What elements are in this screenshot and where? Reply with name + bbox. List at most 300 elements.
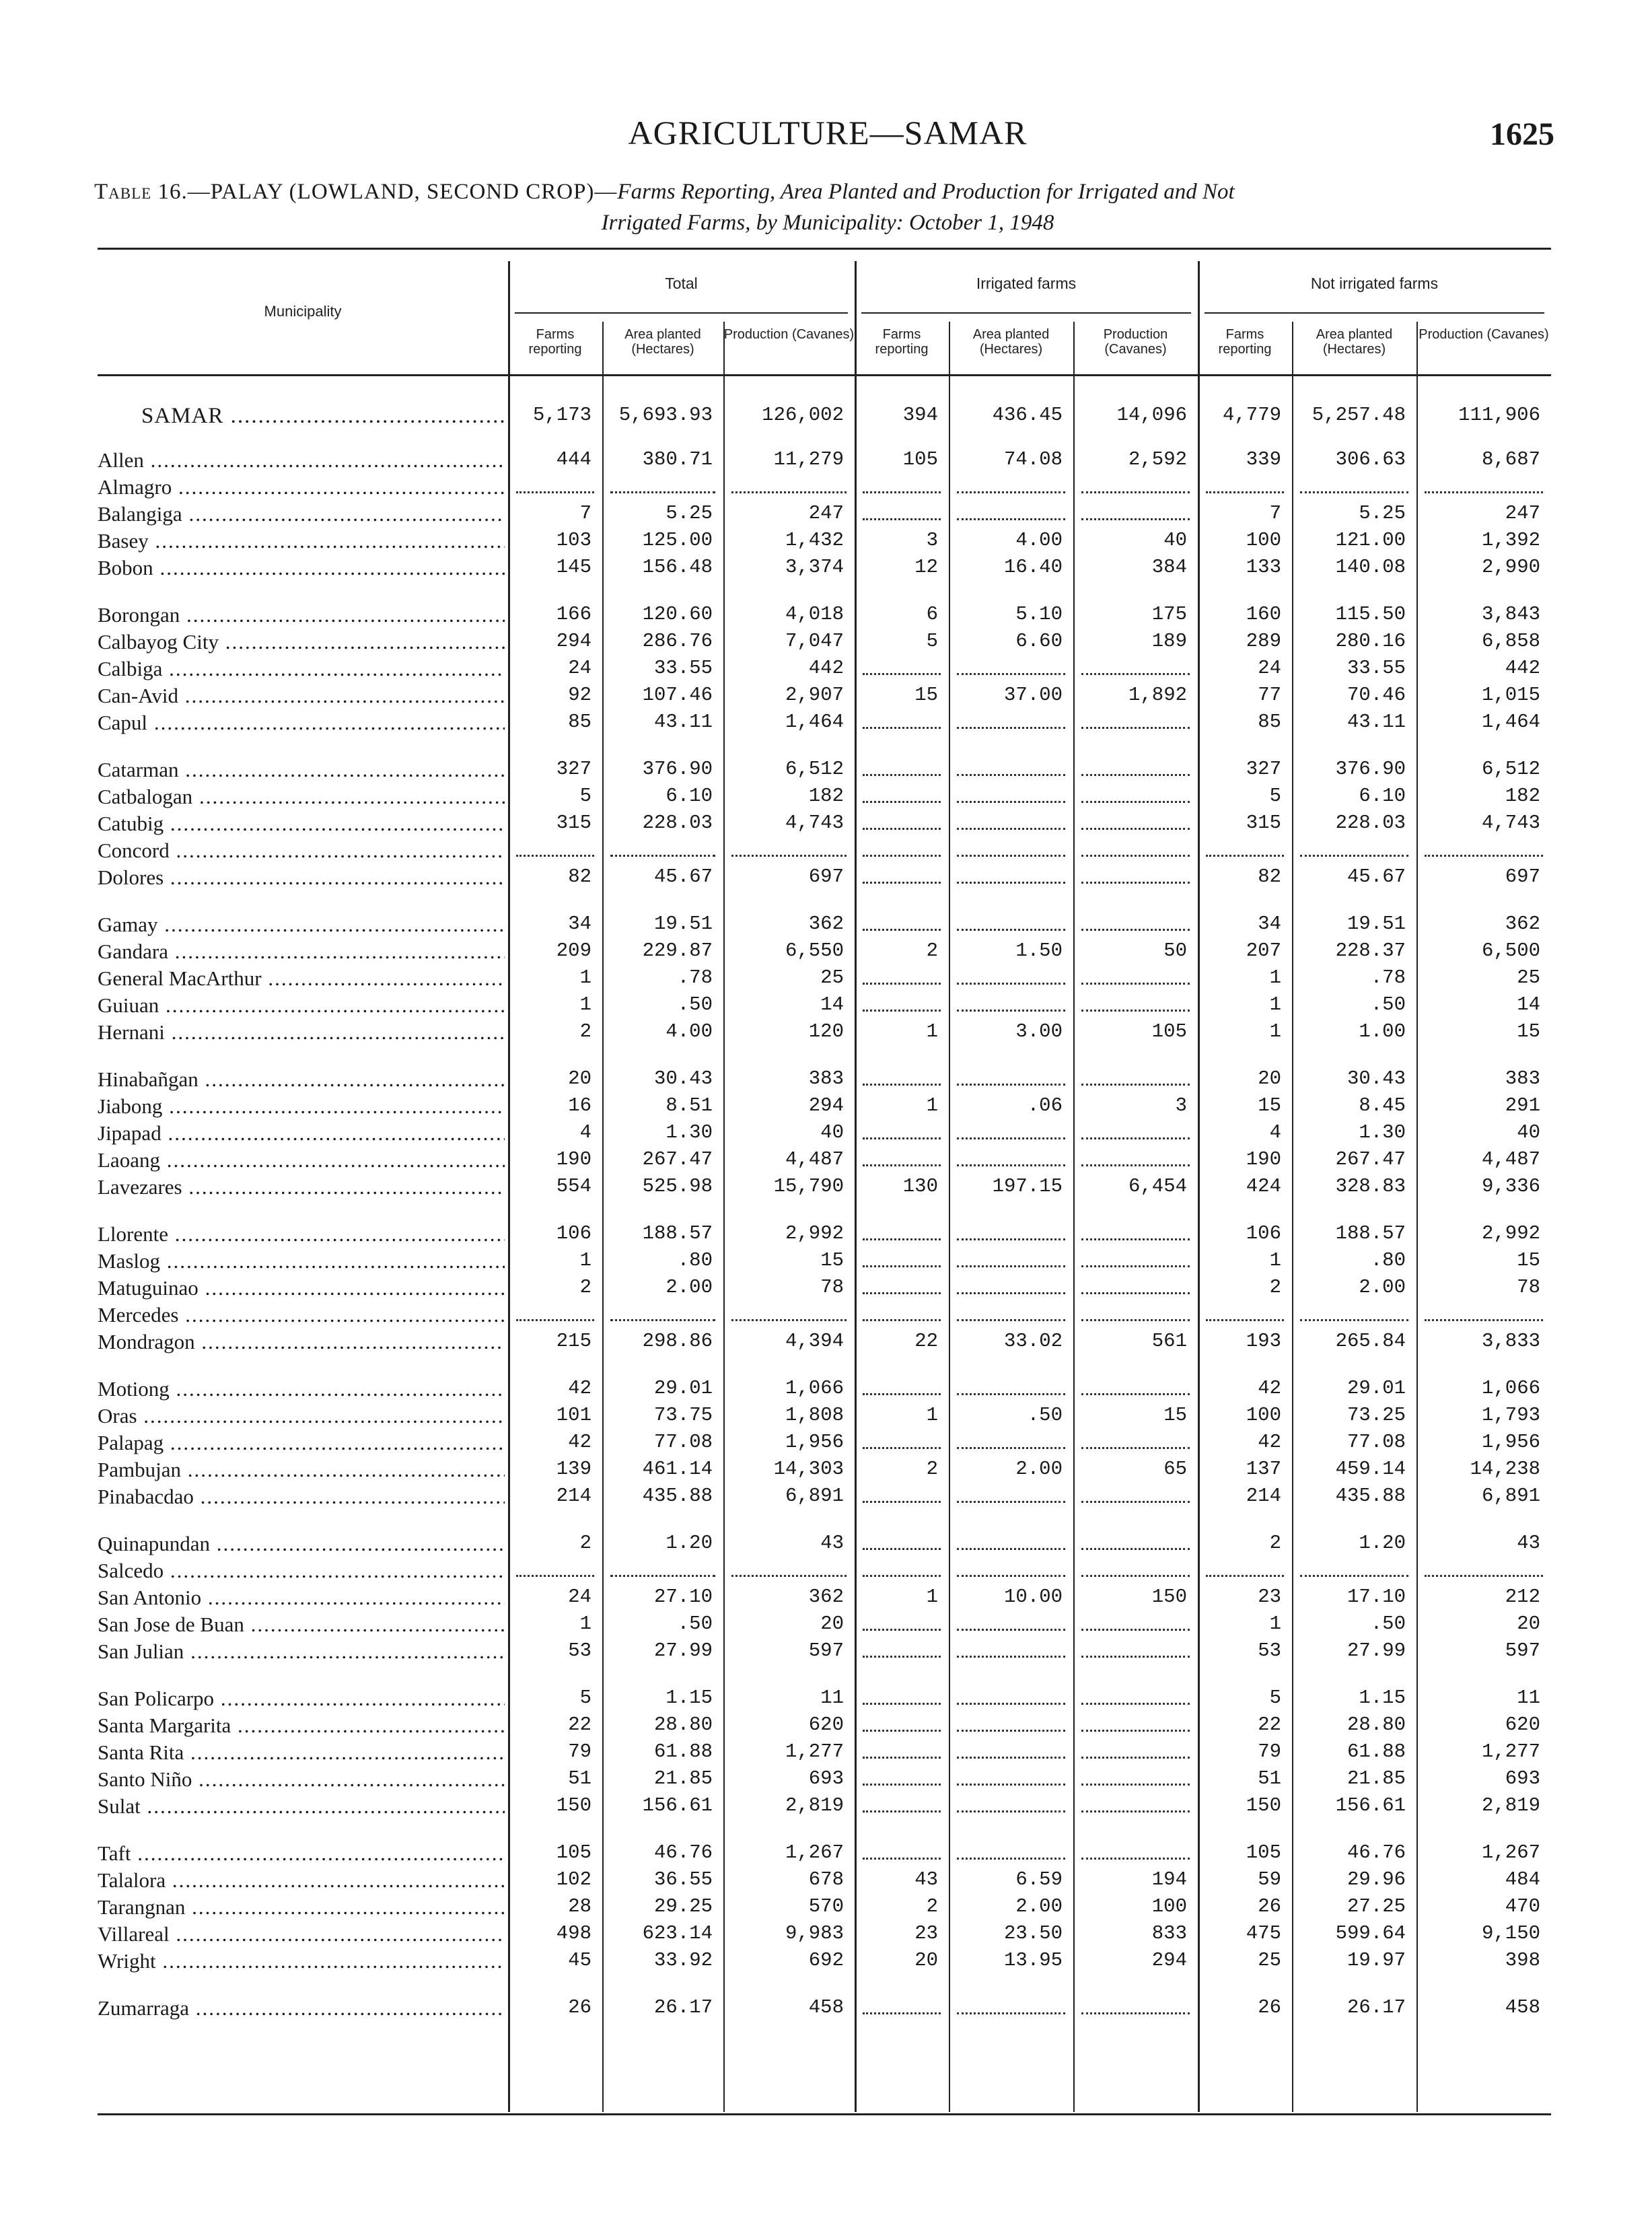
- cell-n-farms: 315: [1246, 812, 1281, 834]
- cell-n-prod: 1,464: [1481, 711, 1540, 733]
- cell-t-area: 1.30: [666, 1121, 713, 1143]
- empty-cell-leader: [863, 1858, 941, 1860]
- cell-n-prod: 8,687: [1481, 448, 1540, 470]
- cell-n-farms: 79: [1258, 1740, 1281, 1763]
- cell-t-farms: 79: [568, 1740, 591, 1763]
- cell-n-prod: 620: [1505, 1714, 1540, 1736]
- cell-t-farms: 2: [579, 1276, 591, 1298]
- cell-t-area: 1.15: [666, 1687, 713, 1709]
- cell-n-area: 27.25: [1346, 1895, 1406, 1917]
- cell-t-area: 5,693.93: [618, 404, 713, 426]
- cell-t-prod: 7,047: [785, 630, 844, 652]
- cell-i-area: 6.60: [1015, 630, 1063, 652]
- cell-n-area: 17.10: [1346, 1586, 1406, 1608]
- caption-line-2: [94, 207, 1561, 238]
- cell-n-area: 77.08: [1346, 1431, 1406, 1453]
- cell-t-farms: 4: [579, 1121, 591, 1143]
- municipality-header: Municipality: [264, 303, 342, 320]
- cell-t-area: 26.17: [653, 1996, 713, 2018]
- cell-n-farms: 190: [1246, 1148, 1281, 1170]
- empty-cell-leader: [1081, 1292, 1190, 1294]
- cell-n-farms: 2: [1269, 1532, 1281, 1554]
- cell-t-prod: 697: [808, 866, 844, 888]
- municipality-name: Sulat .....: [98, 1794, 505, 1819]
- cell-t-area: .50: [677, 993, 713, 1016]
- cell-t-prod: 11,279: [773, 448, 844, 470]
- cell-t-area: 5.25: [666, 502, 713, 524]
- empty-cell-leader: [1081, 1575, 1190, 1577]
- cell-n-prod: 78: [1517, 1276, 1540, 1298]
- cell-n-farms: 59: [1258, 1868, 1281, 1891]
- cell-t-area: 8.51: [666, 1094, 713, 1117]
- cell-n-farms: 25: [1258, 1949, 1281, 1971]
- cell-t-prod: 442: [808, 657, 844, 679]
- municipality-name: Matuguinao .....: [98, 1276, 505, 1300]
- empty-cell-leader: [1081, 1319, 1190, 1321]
- cell-t-area: 77.08: [653, 1431, 713, 1453]
- empty-cell-leader: [610, 855, 715, 857]
- cell-i-farms: 105: [902, 448, 938, 470]
- subheader-not-irrigated-production: Production (Cavanes): [1418, 327, 1549, 342]
- cell-t-area: 29.25: [653, 1895, 713, 1917]
- empty-cell-leader: [957, 1501, 1065, 1503]
- table-row: [98, 1020, 1551, 1047]
- cell-n-prod: 2,819: [1481, 1794, 1540, 1817]
- municipality-name: Santa Rita .....: [98, 1740, 505, 1765]
- cell-n-prod: 40: [1517, 1121, 1540, 1143]
- empty-cell-leader: [1081, 828, 1190, 830]
- cell-t-area: 120.60: [642, 603, 713, 625]
- cell-t-farms: 315: [556, 812, 591, 834]
- empty-cell-leader: [863, 828, 941, 830]
- empty-cell-leader: [1425, 1575, 1543, 1577]
- table-row: [98, 1121, 1551, 1148]
- cell-n-farms: 475: [1246, 1922, 1281, 1944]
- cell-t-farms: 26: [568, 1996, 591, 2018]
- cell-t-prod: 4,487: [785, 1148, 844, 1170]
- table-row: [98, 1249, 1551, 1276]
- cell-t-farms: 1: [579, 966, 591, 989]
- cell-t-prod: 4,394: [785, 1330, 844, 1352]
- empty-cell-leader: [1425, 855, 1543, 857]
- cell-t-farms: 85: [568, 711, 591, 733]
- municipality-name: Maslog .....: [98, 1249, 505, 1273]
- cell-t-area: 125.00: [642, 529, 713, 551]
- cell-n-farms: 424: [1246, 1175, 1281, 1197]
- cell-n-farms: 51: [1258, 1767, 1281, 1790]
- municipality-name: Pambujan .....: [98, 1458, 505, 1482]
- empty-cell-leader: [863, 1137, 941, 1139]
- municipality-name: Palapag .....: [98, 1431, 505, 1455]
- cell-i-prod: 175: [1151, 603, 1187, 625]
- table-row: [98, 1613, 1551, 1640]
- cell-n-area: 121.00: [1335, 529, 1406, 551]
- cell-n-farms: 207: [1246, 940, 1281, 962]
- table-row: [98, 1714, 1551, 1740]
- empty-cell-leader: [1081, 727, 1190, 729]
- cell-i-farms: 15: [914, 684, 938, 706]
- cell-i-area: 10.00: [1003, 1586, 1063, 1608]
- group-rule-total: [515, 312, 848, 314]
- cell-n-farms: 26: [1258, 1895, 1281, 1917]
- empty-cell-leader: [957, 1137, 1065, 1139]
- cell-n-prod: 25: [1517, 966, 1540, 989]
- cell-n-prod: 458: [1505, 1996, 1540, 2018]
- cell-t-prod: 120: [808, 1020, 844, 1043]
- table-row: [98, 1175, 1551, 1202]
- empty-cell-leader: [863, 855, 941, 857]
- group-header-total: Total: [665, 275, 698, 292]
- cell-n-farms: 82: [1258, 866, 1281, 888]
- empty-cell-leader: [957, 801, 1065, 803]
- empty-cell-leader: [957, 727, 1065, 729]
- cell-t-farms: 215: [556, 1330, 591, 1352]
- cell-t-prod: 362: [808, 1586, 844, 1608]
- table-row: [98, 1303, 1551, 1330]
- cell-t-prod: 1,277: [785, 1740, 844, 1763]
- cell-n-prod: 1,392: [1481, 529, 1540, 551]
- cell-i-prod: 2,592: [1128, 448, 1187, 470]
- cell-n-area: 19.51: [1346, 913, 1406, 935]
- cell-t-area: 2.00: [666, 1276, 713, 1298]
- empty-cell-leader: [957, 1784, 1065, 1786]
- empty-cell-leader: [1081, 1084, 1190, 1086]
- table-row: [98, 1222, 1551, 1249]
- municipality-name: San Julian .....: [98, 1640, 505, 1664]
- municipality-name: Calbayog City .....: [98, 630, 505, 654]
- cell-n-farms: 1: [1269, 1613, 1281, 1635]
- empty-cell-leader: [957, 1575, 1065, 1577]
- cell-i-area: 3.00: [1015, 1020, 1063, 1043]
- cell-t-farms: 101: [556, 1404, 591, 1426]
- cell-i-area: 436.45: [992, 404, 1063, 426]
- cell-n-prod: 2,990: [1481, 556, 1540, 578]
- page-header: [101, 108, 1554, 162]
- caption-line-1: [94, 176, 1561, 207]
- empty-cell-leader: [1081, 1393, 1190, 1395]
- cell-i-area: 16.40: [1003, 556, 1063, 578]
- cell-t-prod: 247: [808, 502, 844, 524]
- empty-cell-leader: [1081, 1137, 1190, 1139]
- municipality-name: Villareal .....: [98, 1922, 505, 1946]
- empty-cell-leader: [1081, 774, 1190, 776]
- cell-t-prod: 43: [820, 1532, 844, 1554]
- empty-cell-leader: [863, 1447, 941, 1449]
- cell-t-prod: 6,512: [785, 758, 844, 780]
- cell-i-area: 37.00: [1003, 684, 1063, 706]
- table-row: [98, 1330, 1551, 1357]
- table-row: [98, 529, 1551, 556]
- municipality-name: Hinabañgan .....: [98, 1067, 505, 1092]
- cell-t-prod: 6,891: [785, 1485, 844, 1507]
- table-row: [98, 1794, 1551, 1821]
- cell-n-prod: 484: [1505, 1868, 1540, 1891]
- cell-n-farms: 4,779: [1222, 404, 1281, 426]
- municipality-name: Gamay .....: [98, 913, 505, 937]
- cell-n-area: .50: [1370, 993, 1406, 1016]
- table-row: [98, 1922, 1551, 1949]
- municipality-name: Salcedo .....: [98, 1559, 505, 1583]
- group-rule-not-irrigated: [1205, 312, 1544, 314]
- empty-cell-leader: [1081, 673, 1190, 675]
- cell-t-prod: 458: [808, 1996, 844, 2018]
- cell-n-farms: 106: [1246, 1222, 1281, 1244]
- cell-n-prod: 14: [1517, 993, 1540, 1016]
- cell-n-area: 21.85: [1346, 1767, 1406, 1790]
- municipality-name: Santo Niño .....: [98, 1767, 505, 1792]
- cell-n-area: 280.16: [1335, 630, 1406, 652]
- cell-n-prod: 15: [1517, 1020, 1540, 1043]
- cell-n-prod: 1,066: [1481, 1377, 1540, 1399]
- cell-t-farms: 105: [556, 1841, 591, 1864]
- cell-n-farms: 5: [1269, 785, 1281, 807]
- cell-i-farms: 23: [914, 1922, 938, 1944]
- cell-i-area: 13.95: [1003, 1949, 1063, 1971]
- empty-cell-leader: [1300, 1575, 1408, 1577]
- cell-t-farms: 139: [556, 1458, 591, 1480]
- table-row: [98, 475, 1551, 502]
- cell-n-farms: 4: [1269, 1121, 1281, 1143]
- table-row: [98, 1996, 1551, 2023]
- cell-i-farms: 43: [914, 1868, 938, 1891]
- cell-n-prod: 6,891: [1481, 1485, 1540, 1507]
- cell-n-area: 61.88: [1346, 1740, 1406, 1763]
- empty-cell-leader: [1081, 1858, 1190, 1860]
- cell-t-area: 27.10: [653, 1586, 713, 1608]
- table-bottom-rule: [98, 2113, 1551, 2115]
- cell-i-prod: 194: [1151, 1868, 1187, 1891]
- subheader-irrigated-farms: Farms reporting: [875, 327, 929, 357]
- cell-n-area: 156.61: [1335, 1794, 1406, 1817]
- cell-n-farms: 100: [1246, 1404, 1281, 1426]
- subheader-irrigated-production: Production (Cavanes): [1103, 327, 1168, 357]
- cell-n-prod: 383: [1505, 1067, 1540, 1090]
- cell-t-farms: 16: [568, 1094, 591, 1117]
- cell-t-farms: 166: [556, 603, 591, 625]
- cell-n-area: 115.50: [1335, 603, 1406, 625]
- empty-cell-leader: [863, 1784, 941, 1786]
- cell-t-farms: 42: [568, 1377, 591, 1399]
- cell-t-area: 61.88: [653, 1740, 713, 1763]
- cell-i-farms: 22: [914, 1330, 938, 1352]
- cell-t-area: 380.71: [642, 448, 713, 470]
- municipality-name: Zumarraga .....: [98, 1996, 505, 2020]
- empty-cell-leader: [957, 1164, 1065, 1166]
- cell-t-farms: 22: [568, 1714, 591, 1736]
- cell-i-farms: 3: [926, 529, 938, 551]
- cell-t-prod: 362: [808, 913, 844, 935]
- cell-i-area: .06: [1027, 1094, 1063, 1117]
- empty-cell-leader: [1081, 855, 1190, 857]
- cell-n-prod: 1,015: [1481, 684, 1540, 706]
- cell-t-area: 286.76: [642, 630, 713, 652]
- cell-t-area: 376.90: [642, 758, 713, 780]
- empty-cell-leader: [863, 929, 941, 931]
- empty-cell-leader: [1081, 1757, 1190, 1759]
- empty-cell-leader: [863, 1656, 941, 1658]
- empty-cell-leader: [1081, 1501, 1190, 1503]
- subheader-not-irrigated-area: Area planted (Hectares): [1316, 327, 1393, 357]
- empty-cell-leader: [1300, 855, 1408, 857]
- subheader-total-area: Area planted (Hectares): [624, 327, 701, 357]
- cell-t-farms: 145: [556, 556, 591, 578]
- empty-cell-leader: [516, 1319, 594, 1321]
- table-row: [98, 1377, 1551, 1404]
- cell-t-farms: 53: [568, 1640, 591, 1662]
- cell-i-area: 197.15: [992, 1175, 1063, 1197]
- cell-t-prod: 4,743: [785, 812, 844, 834]
- cell-t-prod: 597: [808, 1640, 844, 1662]
- empty-cell-leader: [957, 1810, 1065, 1812]
- cell-n-prod: 182: [1505, 785, 1540, 807]
- table-row: [98, 1740, 1551, 1767]
- cell-n-area: 6.10: [1359, 785, 1406, 807]
- cell-t-area: 33.55: [653, 657, 713, 679]
- empty-cell-leader: [1206, 491, 1284, 493]
- cell-n-farms: 193: [1246, 1330, 1281, 1352]
- empty-cell-leader: [863, 801, 941, 803]
- cell-i-prod: 833: [1151, 1922, 1187, 1944]
- cell-t-farms: 42: [568, 1431, 591, 1453]
- cell-i-farms: 1: [926, 1020, 938, 1043]
- empty-cell-leader: [863, 491, 941, 493]
- empty-cell-leader: [957, 828, 1065, 830]
- cell-i-prod: 3: [1175, 1094, 1187, 1117]
- cell-n-area: 70.46: [1346, 684, 1406, 706]
- cell-t-prod: 78: [820, 1276, 844, 1298]
- cell-t-area: 298.86: [642, 1330, 713, 1352]
- cell-t-farms: 51: [568, 1767, 591, 1790]
- cell-n-farms: 1: [1269, 966, 1281, 989]
- cell-t-area: 156.48: [642, 556, 713, 578]
- cell-i-prod: 100: [1151, 1895, 1187, 1917]
- empty-cell-leader: [957, 1265, 1065, 1267]
- cell-n-prod: 1,956: [1481, 1431, 1540, 1453]
- cell-n-prod: 1,793: [1481, 1404, 1540, 1426]
- cell-t-farms: 20: [568, 1067, 591, 1090]
- cell-i-farms: 20: [914, 1949, 938, 1971]
- cell-t-prod: 2,992: [785, 1222, 844, 1244]
- cell-t-area: .80: [677, 1249, 713, 1271]
- cell-t-farms: 5: [579, 785, 591, 807]
- empty-cell-leader: [1081, 1164, 1190, 1166]
- table-row: [98, 866, 1551, 892]
- cell-n-prod: 2,992: [1481, 1222, 1540, 1244]
- cell-i-area: 6.59: [1015, 1868, 1063, 1891]
- cell-i-farms: 6: [926, 603, 938, 625]
- cell-n-prod: 6,500: [1481, 940, 1540, 962]
- empty-cell-leader: [516, 1575, 594, 1577]
- cell-n-farms: 100: [1246, 529, 1281, 551]
- empty-cell-leader: [957, 1010, 1065, 1012]
- table-row: [98, 603, 1551, 630]
- empty-cell-leader: [1081, 1265, 1190, 1267]
- cell-i-area: 5.10: [1015, 603, 1063, 625]
- cell-n-prod: 212: [1505, 1586, 1540, 1608]
- empty-cell-leader: [863, 1010, 941, 1012]
- cell-i-area: 74.08: [1003, 448, 1063, 470]
- cell-t-farms: 103: [556, 529, 591, 551]
- cell-n-farms: 85: [1258, 711, 1281, 733]
- empty-cell-leader: [957, 882, 1065, 884]
- cell-t-prod: 620: [808, 1714, 844, 1736]
- empty-cell-leader: [863, 1810, 941, 1812]
- cell-t-farms: 2: [579, 1020, 591, 1043]
- municipality-name: General MacArthur .....: [98, 966, 505, 991]
- header-bottom-rule: [98, 374, 1551, 376]
- cell-t-farms: 24: [568, 657, 591, 679]
- cell-n-farms: 160: [1246, 603, 1281, 625]
- empty-cell-leader: [957, 1292, 1065, 1294]
- cell-t-area: 6.10: [666, 785, 713, 807]
- empty-cell-leader: [1081, 1784, 1190, 1786]
- table-row: [98, 502, 1551, 529]
- cell-n-area: 26.17: [1346, 1996, 1406, 2018]
- cell-i-prod: 105: [1151, 1020, 1187, 1043]
- municipality-name: Bobon .....: [98, 556, 505, 580]
- municipality-name: Concord .....: [98, 839, 505, 863]
- cell-t-prod: 692: [808, 1949, 844, 1971]
- municipality-name: Mondragon .....: [98, 1330, 505, 1354]
- empty-cell-leader: [863, 1757, 941, 1759]
- cell-t-prod: 1,267: [785, 1841, 844, 1864]
- cell-t-farms: 102: [556, 1868, 591, 1891]
- table-row: [98, 1895, 1551, 1922]
- empty-cell-leader: [610, 1319, 715, 1321]
- cell-t-farms: 444: [556, 448, 591, 470]
- cell-t-prod: 383: [808, 1067, 844, 1090]
- cell-t-area: 33.92: [653, 1949, 713, 1971]
- cell-n-farms: 105: [1246, 1841, 1281, 1864]
- cell-i-farms: 394: [902, 404, 938, 426]
- empty-cell-leader: [1425, 491, 1543, 493]
- cell-i-farms: 2: [926, 1458, 938, 1480]
- cell-t-area: 156.61: [642, 1794, 713, 1817]
- cell-n-farms: 23: [1258, 1586, 1281, 1608]
- empty-cell-leader: [731, 1319, 847, 1321]
- cell-t-prod: 2,819: [785, 1794, 844, 1817]
- cell-n-farms: 327: [1246, 758, 1281, 780]
- caption-italic-1: Farms Reporting, Area Planted and Production for Irrigated and Not: [617, 180, 1235, 204]
- empty-cell-leader: [957, 1656, 1065, 1658]
- cell-i-prod: 384: [1151, 556, 1187, 578]
- cell-n-area: .78: [1370, 966, 1406, 989]
- cell-t-farms: 34: [568, 913, 591, 935]
- cell-n-farms: 24: [1258, 657, 1281, 679]
- table-row: [98, 684, 1551, 711]
- empty-cell-leader: [957, 855, 1065, 857]
- cell-i-prod: 189: [1151, 630, 1187, 652]
- cell-n-area: 140.08: [1335, 556, 1406, 578]
- cell-t-area: 188.57: [642, 1222, 713, 1244]
- cell-n-farms: 339: [1246, 448, 1281, 470]
- cell-n-farms: 1: [1269, 1249, 1281, 1271]
- table-caption: [94, 176, 1561, 238]
- cell-t-prod: 1,956: [785, 1431, 844, 1453]
- empty-cell-leader: [1081, 1703, 1190, 1705]
- cell-t-prod: 25: [820, 966, 844, 989]
- empty-cell-leader: [863, 1629, 941, 1631]
- empty-cell-leader: [863, 673, 941, 675]
- table-row: [98, 630, 1551, 657]
- table-row: [98, 1148, 1551, 1175]
- cell-t-prod: 678: [808, 1868, 844, 1891]
- empty-cell-leader: [1081, 491, 1190, 493]
- cell-i-prod: 50: [1163, 940, 1187, 962]
- empty-cell-leader: [863, 1730, 941, 1732]
- cell-n-prod: 247: [1505, 502, 1540, 524]
- cell-n-area: 5,257.48: [1312, 404, 1406, 426]
